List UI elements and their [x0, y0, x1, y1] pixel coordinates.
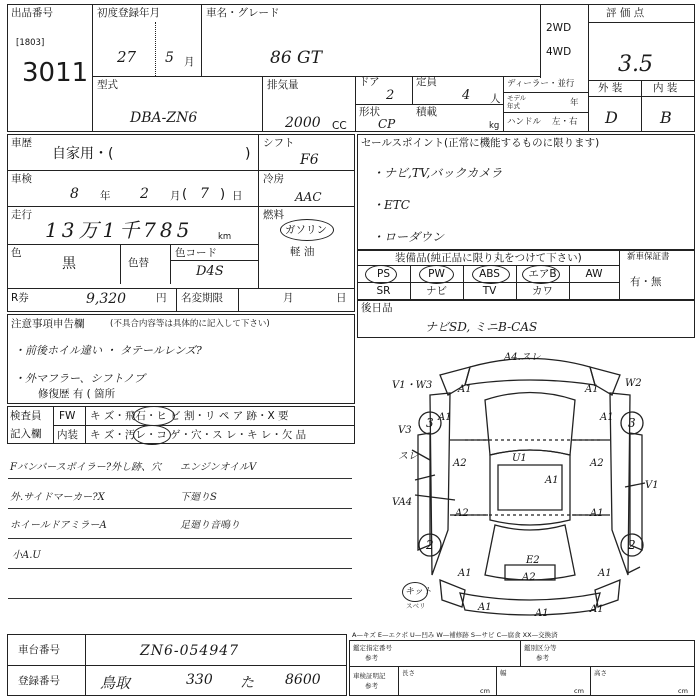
equip-circle: [365, 265, 397, 284]
divider: [120, 244, 121, 284]
width-label: 幅: [500, 669, 507, 677]
inspector-line: 下廻りS: [180, 492, 217, 503]
damage-mark: A1: [590, 508, 604, 519]
damage-mark: A1: [590, 604, 604, 615]
damage-mark: A1: [535, 608, 549, 619]
line: [8, 538, 352, 539]
name-label: 車名・グレード: [206, 7, 280, 19]
disp-label: 排気量: [267, 79, 299, 91]
inspector-label-2: 記入欄: [10, 428, 42, 440]
divider: [176, 288, 177, 312]
equip-leather: カワ: [532, 285, 553, 297]
divider: [503, 76, 504, 132]
ref-frame: [349, 640, 695, 696]
notes-line-1: ・前後ホイル違い ・ タテールレンズ?: [14, 344, 202, 357]
divider: [155, 22, 156, 76]
equip-abs: ABS: [479, 268, 500, 280]
notes-line-3: 修復歴 有 ( 箇所: [38, 388, 116, 400]
warranty-value: 有・無: [630, 276, 662, 288]
dealer-ref-label: 鑑定指定番号: [353, 644, 392, 652]
diagram-note: キット: [405, 587, 432, 597]
fuel-diesel: 軽 油: [290, 246, 315, 258]
damage-mark: A1: [585, 384, 599, 395]
inspect-close: ): [220, 187, 226, 202]
history-label: 車歴: [11, 137, 32, 149]
inspector-line: 足廻り音鳴り: [180, 520, 240, 531]
shift-value: F6: [300, 152, 319, 168]
inspect-year: 8: [70, 186, 79, 202]
divider: [588, 22, 695, 23]
equip-aw: AW: [585, 268, 603, 280]
damage-mark: V1: [645, 480, 659, 491]
ext-label: 外 装: [598, 82, 623, 94]
inspector-line: Fバンパースポイラー?外し跡、穴: [10, 462, 162, 473]
dealer-ref-sub: 参考: [365, 654, 378, 662]
drive-2wd: 2WD: [546, 22, 572, 34]
inspector-int-items: キ ズ・汚レ・コ ゲ・穴・ス レ・キ レ・欠 品: [90, 429, 307, 441]
shape-value: CP: [378, 117, 396, 131]
damage-mark: A2: [455, 508, 469, 519]
inspector-circle: [133, 406, 175, 426]
damage-legend: A—キズ E—エクボ U—凹み W—補修跡 S—サビ C—腐食 XX—交換済: [352, 631, 558, 639]
handle-label: ハンドル: [507, 117, 542, 127]
divider: [503, 92, 588, 93]
divider: [398, 666, 399, 696]
model-label: 型式: [97, 79, 118, 91]
equip-ps: PS: [377, 268, 390, 280]
divider: [238, 288, 239, 312]
diagram-note-sub: スベリ: [406, 602, 426, 610]
inspect-day: 7: [200, 186, 209, 202]
color-label: 色: [11, 247, 22, 259]
divider: [53, 425, 355, 426]
int-grade: B: [660, 108, 672, 127]
divider: [590, 666, 591, 696]
inspector-circle: [133, 425, 171, 445]
equip-airbag: エアB: [528, 268, 557, 280]
damage-mark: V3: [398, 425, 412, 436]
divider: [258, 134, 259, 288]
damage-mark: A1: [458, 568, 472, 579]
divider: [7, 288, 355, 289]
inspect-label: 車検: [11, 173, 32, 185]
damage-mark: W2: [625, 378, 642, 389]
drive-4wd: 4WD: [546, 46, 572, 58]
damage-mark: E2: [526, 555, 540, 566]
ext-grade: D: [605, 108, 618, 127]
notes-hint: (不具合内容等は具体的に記入して下さい): [110, 319, 270, 329]
damage-mark: A1: [478, 602, 492, 613]
inspect-open: (: [182, 187, 188, 202]
reg-year-value: 27: [117, 48, 137, 66]
divider: [520, 640, 521, 666]
cap-unit: 人: [490, 93, 501, 105]
color-change-label: 色替: [128, 257, 149, 269]
inspect-month: 2: [140, 186, 149, 202]
divider: [540, 4, 541, 78]
mileage-unit: km: [218, 232, 232, 242]
line: [8, 478, 352, 479]
wheel-grade: 2: [426, 538, 434, 552]
transfer-month: 月: [283, 292, 294, 304]
wheel-grade: 3: [628, 416, 636, 430]
wheel-grade: 2: [628, 538, 636, 552]
equip-navi: ナビ: [426, 285, 447, 297]
history-close: ): [245, 146, 251, 162]
sales-item: ・ナビ,TV,バックカメラ: [372, 166, 503, 180]
divider: [641, 80, 642, 132]
damage-mark: U1: [512, 453, 527, 464]
reg-class: 330: [186, 672, 213, 688]
ticket-value: 9,320: [86, 291, 127, 307]
wheel-grade: 3: [426, 416, 434, 430]
damage-mark: VA4: [392, 497, 413, 508]
sales-item: ・ローダウン: [372, 230, 445, 244]
reg-month-unit: 月: [184, 56, 195, 68]
door-value: 2: [386, 88, 395, 103]
later-label: 後日品: [361, 302, 393, 314]
reg-area: 鳥取: [100, 674, 131, 692]
equip-circle: [472, 265, 510, 284]
inspect-year-unit: 年: [100, 190, 111, 202]
equip-tv: TV: [482, 285, 497, 297]
damage-mark: A2: [590, 458, 604, 469]
disp-value: 2000: [285, 115, 321, 131]
sales-item: ・ETC: [372, 198, 410, 212]
cap-label: 定員: [416, 76, 437, 88]
line: [8, 568, 352, 569]
mileage-label: 走行: [11, 209, 32, 221]
cm-unit: cm: [678, 687, 688, 695]
inspector-label-1: 検査員: [10, 410, 42, 422]
chassis-label: 車台番号: [18, 644, 60, 656]
divider: [355, 104, 503, 105]
color-code-label: 色コード: [175, 247, 217, 259]
notes-line-2: ・外マフラー、シフトノブ: [14, 372, 145, 385]
aircon-label: 冷房: [263, 173, 284, 185]
divider: [258, 206, 355, 207]
model-year-label: モデル: [507, 94, 527, 102]
equipment-label: 装備品(純正品に限り丸をつけて下さい): [395, 252, 582, 264]
cert-label: 車検証明記: [353, 672, 386, 680]
transfer-day: 日: [336, 292, 347, 304]
eval-label: 評 価 点: [606, 7, 645, 19]
handle-value: 左・右: [552, 117, 578, 127]
divider: [7, 244, 258, 245]
inspector-fw: FW: [59, 410, 76, 422]
divider: [201, 4, 202, 76]
inspect-ref-label: 鑑別区分等: [524, 644, 557, 652]
divider: [349, 666, 695, 667]
model-value: DBA-ZN6: [130, 110, 198, 126]
disp-unit: CC: [332, 120, 347, 132]
divider: [412, 76, 413, 104]
equip-sr: SR: [376, 285, 391, 297]
equip-pw: PW: [428, 268, 445, 280]
inspector-fw-items: キ ズ・飛石・ヒ ビ 割・リ ペ ア 跡・X 要: [90, 410, 289, 422]
length-label: 長さ: [402, 669, 415, 677]
divider: [588, 4, 589, 132]
lot-sub: [1803]: [16, 38, 45, 48]
reg-label: 登録番号: [18, 675, 60, 687]
damage-mark: A2: [453, 458, 467, 469]
notes-label: 注意事項申告欄: [11, 318, 85, 330]
divider: [7, 206, 258, 207]
divider: [92, 4, 93, 132]
damage-mark: A1: [545, 475, 559, 486]
eval-score: 3.5: [618, 52, 653, 77]
shape-label: 形状: [359, 106, 380, 118]
ticket-unit: 円: [156, 292, 167, 304]
cm-unit: cm: [480, 687, 490, 695]
divider: [262, 76, 263, 132]
inspector-int: 内装: [57, 429, 78, 441]
inspect-day-unit: 日: [232, 190, 243, 202]
lot-no-label: 出品番号: [11, 7, 53, 19]
inspector-line: ホイールドアミラーA: [10, 520, 107, 531]
equip-circle: [522, 265, 560, 284]
reg-year-label: 初度登録年月: [97, 7, 160, 19]
inspector-line: 小A.U: [12, 550, 41, 561]
damage-mark: A1: [458, 384, 472, 395]
damage-mark: V1・W3: [392, 380, 433, 391]
color-code-value: D4S: [196, 264, 224, 279]
header-frame: [7, 4, 695, 132]
warranty-label: 新車保証書: [627, 252, 670, 262]
transfer-label: 名変期限: [181, 292, 223, 304]
history-value: 自家用・(: [52, 146, 114, 162]
load-unit: kg: [489, 121, 500, 131]
divider: [496, 666, 497, 696]
damage-mark: A1: [600, 412, 614, 423]
divider: [170, 260, 258, 261]
color-value: 黒: [62, 256, 76, 272]
inspect-month-unit: 月: [170, 190, 181, 202]
divider: [7, 170, 355, 171]
inspector-line: 外.サイドマーカー?X: [10, 492, 105, 503]
name-value: 86 GT: [270, 48, 322, 68]
damage-mark: A1: [598, 568, 612, 579]
load-label: 積載: [416, 106, 437, 118]
damage-mark: スレ: [398, 451, 418, 462]
chassis-value: ZN6-054947: [140, 643, 240, 659]
divider: [619, 250, 620, 300]
divider: [170, 244, 171, 284]
inspector-line: エンジンオイルV: [180, 462, 257, 473]
damage-mark: A4.スレ: [504, 352, 541, 363]
dealer-label: ディーラー・並行: [507, 79, 575, 89]
damage-mark: A1: [438, 412, 452, 423]
reg-kana: た: [240, 675, 254, 691]
fuel-circle: [280, 219, 334, 241]
door-label: ドア: [359, 76, 380, 88]
fuel-gas: ガソリン: [285, 224, 327, 236]
reg-month-value: 5: [165, 50, 174, 66]
later-value: ナビSD, ミニB-CAS: [425, 320, 538, 334]
equip-circle: [419, 265, 454, 284]
inspect-ref-sub: 参考: [536, 654, 549, 662]
mileage-value: 13万1千785: [45, 218, 194, 242]
line: [8, 598, 352, 599]
cert-sub: 参考: [365, 682, 378, 690]
divider: [92, 76, 540, 77]
model-year-label2: 年式: [507, 102, 520, 110]
ticket-label: R券: [11, 292, 29, 304]
aircon-value: AAC: [295, 190, 322, 204]
lot-number: 3011: [22, 58, 89, 88]
damage-mark: A2: [522, 572, 536, 583]
line: [8, 508, 352, 509]
divider: [503, 112, 588, 113]
cap-value: 4: [462, 88, 471, 103]
height-label: 高さ: [594, 669, 607, 677]
sales-label: セールスポイント(正常に機能するものに限ります): [361, 137, 600, 149]
shift-label: シフト: [263, 137, 295, 149]
model-year-unit: 年: [570, 98, 579, 108]
fuel-label: 燃料: [263, 209, 284, 221]
int-label: 内 装: [653, 82, 678, 94]
divider: [7, 665, 347, 666]
cm-unit: cm: [574, 687, 584, 695]
reg-number: 8600: [285, 672, 321, 688]
